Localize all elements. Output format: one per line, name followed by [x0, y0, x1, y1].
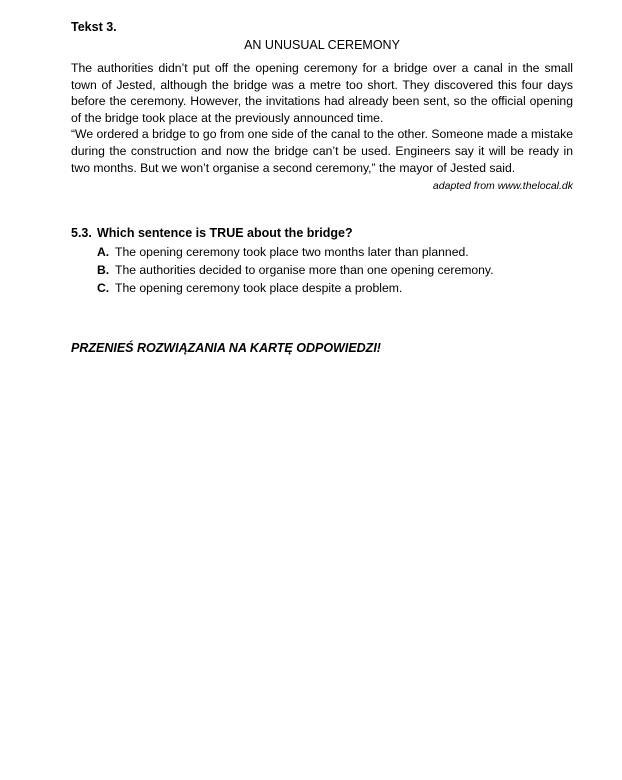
option-b-letter: B. — [97, 263, 110, 278]
article-paragraph-2: “We ordered a bridge to go from one side of the canal to the other. Someone made a mistake during the construction and now the bridge can’t be used. Engineers say it will be ready in two months. But we won’t organise a second ceremony,” the mayor of Jested said. — [71, 127, 573, 175]
article-title: AN UNUSUAL CEREMONY — [244, 38, 400, 52]
exam-page — [71, 18, 573, 357]
article-source: adapted from www.thelocal.dk — [432, 180, 573, 193]
article-paragraph-1: The authorities didn’t put off the opening ceremony for a bridge over a canal in the small town of Jested, although the bridge was a metre too short. They discovered this four days before the ceremony. However, the invitations had already been sent, so the official opening of the bridge took place at the previously announced time. — [71, 61, 573, 125]
transfer-instruction: PRZENIEŚ ROZWIĄZANIA NA KARTĘ ODPOWIEDZI! — [71, 341, 381, 356]
question — [71, 224, 573, 242]
option-a — [97, 243, 573, 261]
option-b — [97, 261, 573, 279]
option-a-letter: A. — [97, 245, 110, 260]
option-a-text: The opening ceremony took place two months later than planned. — [115, 245, 469, 260]
answer-options — [97, 243, 573, 297]
question-number: 5.3. — [71, 226, 92, 241]
option-c — [97, 279, 573, 297]
question-text: Which sentence is TRUE about the bridge? — [97, 226, 353, 241]
text-label: Tekst 3. — [71, 20, 117, 34]
option-c-letter: C. — [97, 281, 110, 296]
option-b-text: The authorities decided to organise more than one opening ceremony. — [115, 263, 494, 278]
option-c-text: The opening ceremony took place despite a problem. — [115, 281, 403, 296]
